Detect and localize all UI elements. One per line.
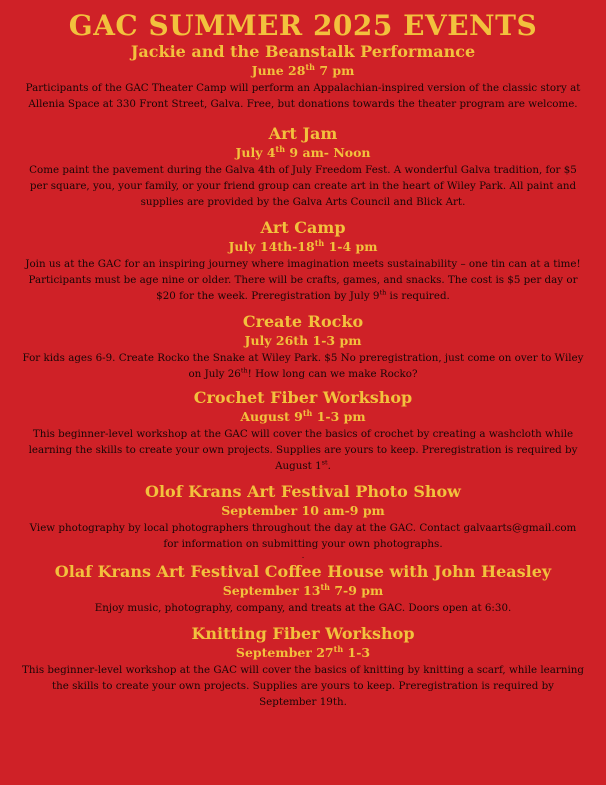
event-description <box>22 80 584 112</box>
event-title: Olaf Krans Art Festival Coffee House with John Heasley <box>54 562 552 581</box>
event-block <box>22 562 584 616</box>
superscript-text: th <box>275 143 286 154</box>
event-date <box>22 62 584 80</box>
event-date <box>22 644 584 662</box>
superscript-text: th <box>302 407 313 418</box>
event-title: Crochet Fiber Workshop <box>193 388 413 407</box>
event-description <box>22 662 584 710</box>
event-date <box>22 238 584 256</box>
event-title: Art Camp <box>260 218 346 237</box>
text-segment: July 4 <box>235 145 276 160</box>
event-description <box>22 426 584 474</box>
text-segment: 1-4 pm <box>324 239 378 254</box>
superscript-text: th <box>333 643 344 654</box>
text-segment: Come paint the pavement during the Galva 4th of July Freedom Fest. A wonderful Galva tradition, for $5 per square, you, your family, or your friend group can create art in the heart of Wiley Park. All paint and supplies are provided by the Galva Arts Council and Blick Art. <box>29 164 577 208</box>
text-segment: . <box>327 460 331 472</box>
event-date <box>22 502 584 520</box>
text-segment: 7-9 pm <box>329 583 384 598</box>
event-title: Art Jam <box>268 124 338 143</box>
text-segment: View photography by local photographers throughout the day at the GAC. Contact galvaarts@gmail.com for information on submitting your own photographs. <box>29 522 577 550</box>
superscript-text: th <box>320 581 330 592</box>
text-segment: September 13 <box>222 583 321 598</box>
event-description <box>22 350 584 382</box>
event-block <box>22 312 584 382</box>
event-description <box>22 600 584 616</box>
event-title: Create Rocko <box>242 312 364 331</box>
text-segment: 7 pm <box>314 63 355 78</box>
event-date <box>22 582 584 600</box>
event-date <box>22 144 584 162</box>
text-segment: August 9 <box>240 409 303 424</box>
event-block <box>22 624 584 710</box>
text-segment: Participants of the GAC Theater Camp will perform an Appalachian-inspired version of the classic story at Allenia Space at 330 Front Street, Galva. Free, but donations towards the theater program are welcome. <box>25 82 581 110</box>
text-segment: July 14th-18 <box>228 239 315 254</box>
text-segment: 9 am- Noon <box>285 145 371 160</box>
text-segment: This beginner-level workshop at the GAC will cover the basics of crochet by creating a washcloth while learning the skills to create your own projects. Supplies are yours to keep. Preregistration is required by August 1 <box>28 428 578 472</box>
text-segment: Enjoy music, photography, company, and treats at the GAC. Doors open at 6:30. <box>94 602 512 614</box>
superscript-text: th <box>314 237 325 248</box>
superscript-text: st <box>321 458 328 467</box>
event-block <box>22 388 584 474</box>
text-segment: This beginner-level workshop at the GAC will cover the basics of knitting by knitting a scarf, while learning the skills to create your own projects. Supplies are yours to keep. Preregistration is required by September 19th. <box>22 664 584 708</box>
trailing-mark: . <box>301 551 305 560</box>
page-title: GAC SUMMER 2025 EVENTS <box>68 9 538 42</box>
event-description <box>22 162 584 210</box>
text-segment: July 26th 1-3 pm <box>244 333 362 348</box>
text-segment: 1-3 <box>343 645 371 660</box>
event-block <box>22 42 584 112</box>
text-segment: Join us at the GAC for an inspiring journey where imagination meets sustainability – one tin can at a time! Participants must be age nine or older. There will be crafts, games, and snacks. The cost is $5 per day or $20 for the week. Preregistration by July 9 <box>25 258 581 302</box>
text-segment: For kids ages 6-9. Create Rocko the Snake at Wiley Park. $5 No preregistration, just come on over to Wiley on July 26 <box>22 352 584 380</box>
text-segment: is required. <box>386 290 450 302</box>
event-block <box>22 482 584 560</box>
text-segment: June 28 <box>251 63 306 78</box>
event-description <box>22 520 584 552</box>
superscript-text: th <box>305 61 315 72</box>
text-segment: September 27 <box>235 645 334 660</box>
text-segment: September 10 am-9 pm <box>221 503 385 518</box>
event-title: Jackie and the Beanstalk Performance <box>130 42 476 61</box>
event-block <box>22 124 584 210</box>
event-block <box>22 218 584 304</box>
event-title: Olof Krans Art Festival Photo Show <box>145 482 461 501</box>
event-date <box>22 408 584 426</box>
event-title: Knitting Fiber Workshop <box>191 624 415 643</box>
superscript-text: th <box>379 288 387 297</box>
superscript-text: th <box>240 366 248 375</box>
text-segment: 1-3 pm <box>312 409 366 424</box>
events-list <box>22 42 584 710</box>
text-segment: ! How long can we make Rocko? <box>247 368 418 380</box>
event-description <box>22 256 584 304</box>
event-date <box>22 332 584 350</box>
